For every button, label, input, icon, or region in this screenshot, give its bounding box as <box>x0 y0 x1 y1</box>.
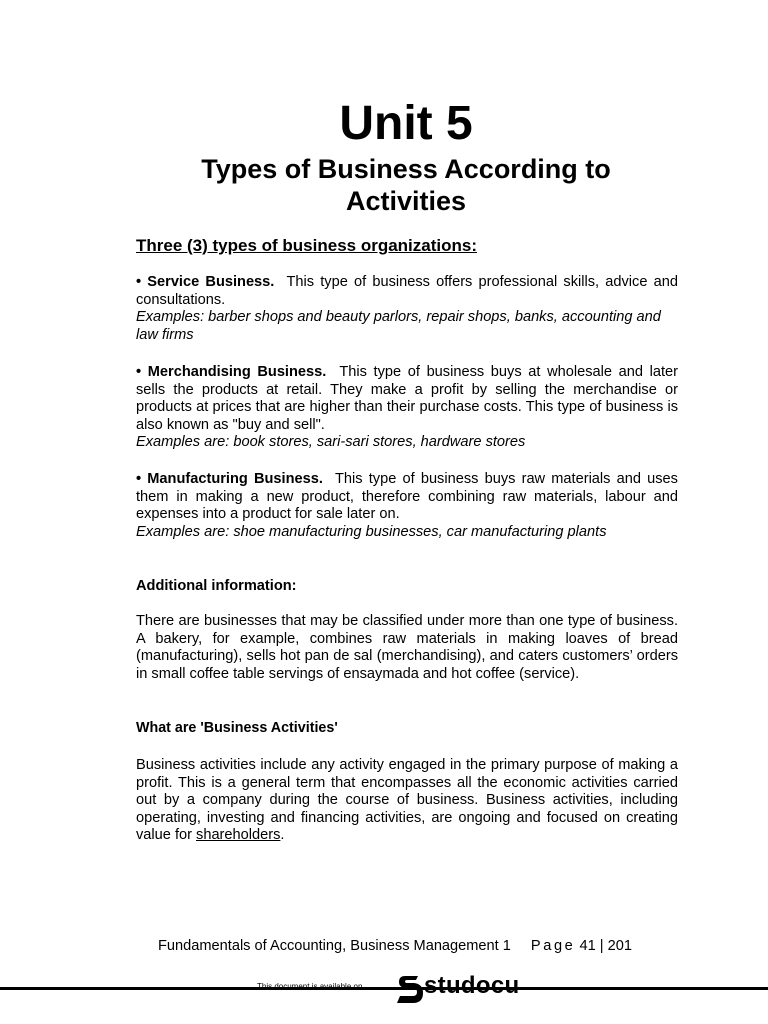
business-type-name: • Service Business. <box>136 274 275 290</box>
business-type-paragraph <box>136 471 678 524</box>
business-type-description: This type of business buys at wholesale and later sells the products at retail. They make a profit by selling the merchandise or products at prices that are higher than their purchase costs. This type of business is also known as "buy and sell". <box>136 364 678 433</box>
business-type-name: • Merchandising Business. <box>136 364 327 380</box>
studocu-logo-icon <box>396 972 424 1004</box>
footer-course-title: Fundamentals of Accounting, Business Management 1 <box>158 938 511 954</box>
shareholders-link[interactable]: shareholders <box>196 827 281 844</box>
studocu-banner[interactable] <box>0 969 768 1024</box>
footer-page-label: Page <box>530 938 576 954</box>
business-activities-heading: What are 'Business Activities' <box>136 720 338 736</box>
business-activities-period: . <box>280 827 285 844</box>
additional-info-paragraph: There are businesses that may be classified under more than one type of business. A bakery, for example, combines raw materials in making loaves of bread (manufacturing), sells hot pan de sal (merchandising), and caters customers’ orders in small coffee table servings of ensaymada and hot coffee (service). <box>136 613 678 682</box>
business-type-paragraph <box>136 364 678 434</box>
footer-page-number: 41 | 201 <box>579 938 632 954</box>
page-subtitle <box>0 153 768 217</box>
business-activities-paragraph <box>136 757 678 845</box>
business-type-paragraph <box>136 274 678 309</box>
business-type-examples: Examples are: shoe manufacturing businesses, car manufacturing plants <box>136 523 607 540</box>
subtitle-line-1: Types of Business According to <box>201 154 611 184</box>
additional-info-heading: Additional information: <box>136 578 297 594</box>
business-activities-body <box>136 757 678 845</box>
business-activities-text: Business activities include any activity engaged in the primary purpose of making a profit. This is a general term that encompasses all the economic activities carried out by a company during the course of business. Business activities, including operating, investing and financing activities, are ongoing and focused on creating value for <box>136 757 678 844</box>
page-footer <box>158 937 632 955</box>
business-type-description: This type of business buys raw materials and uses them in making a new product, therefore combining raw materials, labour and expenses into a product for sale later on. <box>136 471 678 523</box>
unit-title: Unit 5 <box>339 97 473 150</box>
business-type-service <box>136 274 678 344</box>
section-heading: Three (3) types of business organizations: <box>136 236 478 255</box>
business-type-name: • Manufacturing Business. <box>136 471 323 487</box>
business-type-merchandising <box>136 364 678 452</box>
studocu-brand-name: studocu <box>424 972 520 999</box>
business-type-description: This type of business offers professional skills, advice and consultations. <box>136 274 678 308</box>
subtitle-line-2: Activities <box>345 186 467 216</box>
business-type-examples: Examples: barber shops and beauty parlors, repair shops, banks, accounting and law firms <box>136 309 661 343</box>
additional-info-body <box>136 613 678 683</box>
business-type-manufacturing <box>136 471 678 541</box>
banner-note: This document is available on <box>257 982 363 991</box>
business-type-examples: Examples are: book stores, sari-sari stores, hardware stores <box>136 434 526 451</box>
